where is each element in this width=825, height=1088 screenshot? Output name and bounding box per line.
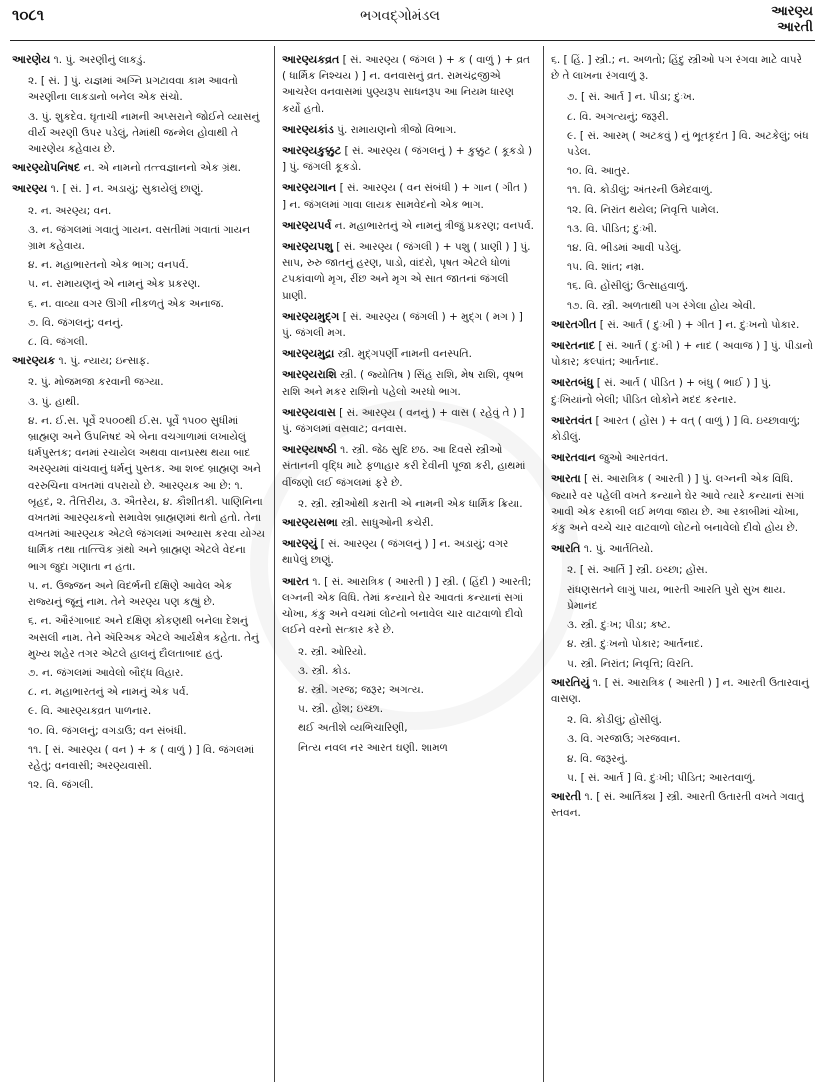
entry-sense [28,222,267,254]
dictionary-entry [282,52,534,117]
entry-headword: આરતવંત [551,413,593,427]
entry-headword: આરતબંધુ [551,376,594,390]
entry-text: ૨. ન. અરણ્ય; વન. [28,204,112,217]
entry-text: [ સં. આરણ્ય ( વનનું ) + વાસ ( રહેવું તે ) ] પું. જંગલમાં વસવાટ; વનવાસ. [282,406,525,436]
entry-text: [ સં. આરણ્ય ( જંગલ ) + ક ( વાળું ) + વ્રત ( ધાર્મિક નિશ્ચય ) ] ન. વનવાસનું વ્રત. રામચંદ્રજીએ આચરેલ વનવાસમાં પુણ્યરૂપ સાધનરૂપ આ નિયમ ધારણ કર્યો હતો. [282,54,531,115]
entry-sense [298,701,534,717]
entry-headword: આરતવાન [551,451,596,465]
entry-text: સ્ત્રી. મુદ્ગપર્ણી નામની વનસ્પતિ. [337,348,472,361]
dictionary-entry [282,309,534,341]
entry-text: [ સં. આરણ્ય ( જંગલનું ) + કુક્કુટ ( કૂકડો ) ] પું. જંગલી કૂકડો. [282,145,533,174]
entry-text: [ સં. આર્ત ( દુઃખી ) + ગીત ] ન. દુઃખનો પોકાર. [599,318,800,331]
dictionary-entry [551,317,813,333]
entry-text: ૬. ન. ઔરંગાબાદ અને દક્ષિણ કોંકણથી બનેલા દેશનું અસલી નામ. તેને ઍરિઅક એટલે આર્યક્ષેત્ર કહેતા. તેનું મુખ્ય શહેર તગર એટલે હાલનું દૌલતાબાદ હતું. [28,615,259,660]
dictionary-entry [551,52,813,84]
entry-text: ૮. વિ. અગત્યનું; જરૂરી. [567,110,669,123]
entry-text: ૧૦. વિ. જંગલનું; વગડાઉ; વન સંબંધી. [28,724,187,737]
entry-headword: આરતિયું [551,675,590,689]
entry-text: ન. એ નામનો તત્ત્વજ્ઞાનનો એક ગ્રંથ. [83,162,242,175]
entry-sense [28,613,267,662]
dictionary-entry [12,181,267,197]
entry-text: ૪. સ્ત્રી. દુઃખનો પોકાર; આર્તનાદ. [567,638,704,651]
entry-sense [567,278,813,294]
entry-sense [28,413,267,575]
entry-text: પું. રામાયણનો ત્રીજો વિભાગ. [337,123,457,136]
entry-sense [28,296,267,312]
entry-sense [298,663,534,679]
entry-text: [ સં. આરણ્ય ( જંગલી ) + મુદ્ગ ( મગ ) ] પું. જંગલી મગ. [282,310,523,340]
page-title: ભગવદ્ગોમંડલ [360,8,440,24]
entry-sense [28,703,267,719]
dictionary-entry [282,574,534,639]
entry-text: [ સં. આર્ત ( પીડિત ) + બંધુ ( ભાઈ ) ] પું. દુઃખિયાંનો બેલી; પીડિત લોકોને મદદ કરનાર. [551,377,772,406]
entry-sense [567,89,813,105]
entry-headword: આરત [282,574,309,588]
entry-sense [28,203,267,219]
entry-sense [28,276,267,292]
entry-text: ૩. પું. હાથી. [28,395,80,408]
entry-sense [567,128,813,160]
entry-text: ૪. ન. ઈ.સ. પૂર્વે ૨૫૦૦થી ઈ.સ. પૂર્વે ૧૫૦૦ સુધીમાં બ્રાહ્મણ અને ઉપનિષદ એ બેના વચગાળામાં લખાયેલું ધર્મપુસ્તક; વનમાં રચાયેલ અથવા વાનપ્રસ્થ થયા બાદ અરણ્યમાં વાંચવાનું ધર્મનું પુસ્તક. આ શબ્દ બ્રાહ્મણ અને વરરુચિના વખતમાં વપરાયો છે. આરણ્યક આ છે: ૧. બૃહદ, ૨. તૈત્તિરીય, ૩. ઐતરેય, ૪. કૌશીતકી. પાણિનિના વખતમાં આરણ્યકનો સમાવેશ બ્રાહ્મણમાં થતો હતો. તેના વખતમાં આરણ્યક એટલે જંગલમાં અભ્યાસ કરવા યોગ્ય ધાર્મિક તથા તાત્ત્વિક ગ્રંથો અને બ્રાહ્મણ એટલે વેદના ભાગ જુદા ગણાતા ન હતા. [28,414,266,573]
entry-sense [567,202,813,218]
entry-headword: આરણ્યું [282,537,318,551]
dictionary-entry [282,536,534,568]
entry-text: ૩. સ્ત્રી. કોડ. [298,664,351,677]
entry-sense [298,682,534,698]
entry-text: [ સં. આરણ્ય ( વન સંબંધી ) + ગાન ( ગીત ) ] ન. જંગલમાં ગાવા લાયક સામવેદનો એક ભાગ. [282,182,528,211]
entry-text: ૧૪. વિ. ભીડમાં આવી પડેલું. [567,242,682,255]
header-rule [10,40,815,41]
entry-sense [28,315,267,331]
entry-sense [28,723,267,739]
entry-sense [28,742,267,774]
column-2 [282,52,534,1082]
entry-headword: આરણ્યકુક્કુટ [282,144,342,158]
entry-text: ૧૬. વિ. હોંસીલું; ઉત્સાહવાળું. [567,280,689,293]
entry-sense [567,109,813,125]
entry-text: ૧. પું. આર્તતિયો. [583,543,654,556]
entry-headword: આરણ્યક [12,354,56,368]
entry-text: ૩. ન. જંગલમાં ગવાતું ગાયન. વસતીમાં ગવાતાં ગાયન ગ્રામ કહેવાય. [28,223,251,253]
entry-text: ન. મહાભારતનું એ નામનું ત્રીજું પ્રકરણ; વનપર્વ. [334,219,534,232]
entry-text: ૧. [ સં. ] ન. અડાયું; સુકાયેલું છાણું. [50,183,204,196]
entry-text: ૧. [ સં. આરાત્રિક ( આરતી ) ] સ્ત્રી. ( હિંદી ) આરતી; લગ્નની એક વિધિ. તેમાં કન્યાને ઘેર આવતાં કન્યાનાં સગાં ચોખા, કંકુ અને વચમાં લોટનો બનાવેલ ચાર વાટવાળો દીવો લઈને વરનો સત્કાર કરે છે. [282,575,532,637]
entry-text: ૫. ન. રામાયણનું એ નામનું એક પ્રકરણ. [28,278,201,291]
entry-sense [28,578,267,610]
entry-text: સ્ત્રી. સાધુઓની કચેરી. [341,517,434,530]
entry-text: ૧૨. વિ. નિરાંત થયેલ; નિવૃત્તિ પામેલ. [567,203,720,216]
entry-text: ૧૭. વિ. સ્ત્રી. અળતાથી પગ રંગેલા હોય એવી. [567,299,756,312]
entry-headword: આરણ્યપશુ [282,240,333,254]
column-divider [274,46,275,1082]
entry-sense [567,562,813,578]
entry-sense [28,257,267,273]
entry-headword: આરણ્યોપનિષદ [12,161,81,175]
entry-sense [567,259,813,275]
entry-sense [567,731,813,747]
dictionary-entry [12,353,267,369]
entry-text: ૧. સ્ત્રી. જેઠ સુદિ છઠ. આ દિવસે સ્ત્રીઓ સંતાનની વૃદ્ધિ માટે ફળાહાર કરી દેવીની પૂજા કરી, હાથમાં વીંજણો લઈ જંગલમાં ફરે છે. [282,444,526,489]
dictionary-entry [551,450,813,466]
entry-text: ૨. સ્ત્રી. સ્ત્રીઓથી કરાતી એ નામની એક ધાર્મિક ક્રિયા. [298,497,523,510]
entry-headword: આરતગીત [551,317,597,331]
entry-sense [298,720,534,736]
guide-words [771,4,813,36]
entry-headword: આરણેય [12,53,51,66]
entry-sense [28,374,267,390]
entry-sense [298,496,534,512]
entry-text: ૭. [ સં. આર્ત ] ન. પીડા; દુઃખ. [567,91,696,104]
entry-text: ૧૧. [ સં. આરણ્ય ( વન ) + ક ( વાળું ) ] વિ. જંગલમાં રહેતું; વનવાસી; અરણ્યવાસી. [28,743,255,772]
entry-text: ૨. સ્ત્રી. ઓરિયો. [298,645,367,658]
entry-text: ૨. [ સં. ] પું. યજ્ઞમાં અગ્નિ પ્રગટાવવા કામ આવતો અરણીના લાકડાનો બનેલ એક સંચો. [28,75,238,104]
entry-sense [28,334,267,350]
entry-text: નિત્ય નવલ નર આરત ઘણી. શામળ [298,741,448,754]
entry-sense [567,617,813,633]
entry-text: ૨. [ સં. આર્તિ ] સ્ત્રી. ઇચ્છા; હોંસ. [567,564,708,577]
entry-sense [567,656,813,672]
entry-headword: આરણ્યકાંડ [282,122,334,136]
dictionary-entry [12,160,267,176]
entry-sense [567,636,813,652]
entry-text: ૯. વિ. આરણ્યકવ્રત પાળનાર. [28,705,152,718]
entry-sense [567,163,813,179]
entry-sense [567,240,813,256]
entry-sense [567,298,813,314]
guide-word-first: આરણ્ય [771,4,813,19]
entry-text: ૫. [ સં. આર્ત ] વિ. દુઃખી; પીડિત; આરતવાળું. [567,771,756,784]
entry-headword: આરણ્યષષ્ઠી [282,443,337,457]
entry-headword: આરણ્ય [12,182,48,196]
column-3 [551,52,813,1082]
entry-sense [28,394,267,410]
entry-headword: આરતિ [551,542,581,556]
entry-headword: આરતા [551,472,581,486]
entry-sense [567,221,813,237]
entry-headword: આરણ્યરાશિ [282,368,337,382]
entry-headword: આરણ્યવાસ [282,405,336,419]
dictionary-entry [551,471,813,536]
entry-sense [567,751,813,767]
entry-text: ૫. ન. ઉજ્જન અને વિદર્ભની દક્ષિણે આવેલ એક રાજ્યનું જૂનું નામ. તેને અરણ્ય પણ કહ્યું છે. [28,579,233,609]
entry-headword: આરતી [551,789,582,803]
entry-sense [298,740,534,756]
entry-headword: આરણ્યમુદ્ગ [282,309,340,323]
dictionary-entry [282,239,534,304]
entry-sense [28,777,267,793]
entry-text: ૭. વિ. જંગલનું; વનનું. [28,316,124,329]
dictionary-entry [282,442,534,491]
page-number: ૧૦૮૧ [12,6,44,24]
entry-text: ૧. [ સં. આર્તિક્ય ] સ્ત્રી. આરતી ઉતારતી વખતે ગવાતું સ્તવન. [551,790,804,820]
entry-text: [ સં. આરણ્ય ( જંગલી ) + પશુ ( પ્રાણી ) ] પું. સાપ, રુરુ જાતનું હરણ, પાડો, વાંદરો, પૃષત એટલે ધોળાં ટપકાંવાળો મૃગ, રીંછ અને મૃગ એ સાત જાતનાં જંગલી પ્રાણી. [282,241,531,302]
entry-sense [567,712,813,728]
entry-text: [ સં. આરણ્ય ( જંગલનું ) ] ન. અડાયું; વગર થાપેલું છાણું. [282,538,509,567]
dictionary-entry [551,338,813,370]
dictionary-entry [282,346,534,362]
entry-text: થઈ અતીશે વ્યભિચારિણી, [298,722,408,735]
entry-text: [ આરત ( હોંસ ) + વત્ ( વાળું ) ] વિ. ઇચ્છાવાળું; કોડીલું. [551,414,801,444]
entry-text: ૧૦. વિ. આતુર. [567,165,630,178]
entry-text: ૧૩. વિ. પીડિત; દુઃખી. [567,222,658,235]
entry-text: ૫. સ્ત્રી. હોંશ; ઇચ્છા. [298,703,384,716]
dictionary-entry [551,675,813,707]
dictionary-entry [551,413,813,445]
entry-sense [28,665,267,681]
entry-text: ૭. ન. જંગલમાં આવેલો બૌદ્ધ વિહાર. [28,666,184,679]
dictionary-entry [282,218,534,234]
entry-text: ૧. પું. ન્યાય; ઇન્સાફ. [58,355,150,368]
column-divider [543,46,544,1082]
entry-text: ૧. [ સં. આરાત્રિક ( આરતી ) ] ન. આરતી ઉતારવાનું વાસણ. [551,676,809,705]
dictionary-entry [551,789,813,821]
entry-sense [28,73,267,105]
entry-headword: આરણ્યગાન [282,181,337,195]
entry-text: ૪. સ્ત્રી. ગરજ; જરૂર; અગત્ય. [298,683,424,696]
dictionary-entry [282,143,534,175]
entry-text: ૮. ન. મહાભારતનું એ નામનું એક પર્વ. [28,686,189,699]
entry-sense [298,644,534,660]
entry-text: સ્ત્રી. ( જ્યોતિષ ) સિંહ રાશિ, મેષ રાશિ, વૃષભ રાશિ અને મકર રાશિનો પહેલો અરધો ભાગ. [282,369,524,398]
entry-text: ૧૧. વિ. કોડીલું; અંતરની ઉમેદવાળું. [567,184,713,197]
entry-sense [567,770,813,786]
entry-text: ૨. પું. મોજમજા કરવાની જગ્યા. [28,376,164,389]
dictionary-entry [282,180,534,212]
dictionary-entry [282,405,534,437]
entry-text: ૩. વિ. ગરજાઉ; ગરજવાન. [567,733,681,746]
entry-sense [567,182,813,198]
dictionary-entry [12,52,267,68]
column-1 [12,52,267,1082]
entry-text: ૧. પું. અરણીનું લાકડું. [53,54,146,66]
entry-text: [ સં. આર્ત ( દુઃખી ) + નાદ ( અવાજ ) ] પું. પીડાનો પોકાર; કલ્પાંત; આર્તનાદ. [551,340,813,369]
entry-headword: આરતનાદ [551,339,596,353]
entry-text: ૫. સ્ત્રી. નિરાંત; નિવૃત્તિ; વિરતિ. [567,657,694,670]
entry-text: જુઓ આરતવંત. [599,452,669,465]
dictionary-entry [551,375,813,407]
dictionary-entry [282,367,534,399]
entry-text: ૧૨. વિ. જંગલી. [28,779,94,792]
entry-text: ૮. વિ. જંગલી. [28,336,88,349]
entry-text: ૪. ન. મહાભારતનો એક ભાગ; વનપર્વ. [28,259,189,272]
entry-text: ૬. ન. વાવ્યા વગર ઊગી નીકળતું એક અનાજ. [28,297,224,310]
entry-sense [28,109,267,158]
entry-headword: આરણ્યમુદ્રા [282,347,335,361]
dictionary-entry [551,541,813,557]
entry-text: ૯. [ સં. આરમ્ ( અટકવું ) નું ભૂતકૃદંત ] વિ. અટકેલું; બંધ પડેલ. [567,129,809,159]
entry-headword: આરણ્યસભા [282,516,338,530]
dictionary-entry [282,122,534,138]
entry-text: ૩. સ્ત્રી. દુઃખ; પીડા; કષ્ટ. [567,619,671,632]
entry-headword: આરણ્યકવ્રત [282,53,340,66]
entry-text: [ સં. આરાત્રિક ( આરતી ) ] પું. લગ્નની એક વિધિ. જ્યારે વર પહેલી વખતે કન્યાને ઘેર આવે ત્યારે કન્યાનાં સગાં આવી એક રકાબી લઈ મળવા જાય છે. આ રકાબીમાં ચોખા, કંકુ અને વચ્ચે ચાર વાટવાળો લોટનો બનાવેલો દીવો હોય છે. [551,473,805,535]
entry-text: ૧૫. વિ. શાંત; નમ્ર. [567,261,645,274]
entry-headword: આરણ્યપર્વ [282,218,332,232]
guide-word-last: આરતી [777,20,813,35]
entry-text: રાંધણસતને લાગું પાય, ભારતી આરતિ પુરો સુખ થાય. પ્રેમાનંદ [567,583,786,612]
dictionary-entry [282,515,534,531]
entry-sense [28,684,267,700]
entry-sense [567,582,813,614]
entry-text: ૬. [ હિં. ] સ્ત્રી.; ન. અળતો; હિંદુ સ્ત્રીઓ પગ રંગવા માટે વાપરે છે તે લાખના રંગવાળું રૂ. [551,54,802,83]
entry-text: ૨. વિ. કોડીલું; હોંસીલું. [567,714,662,727]
entry-text: ૪. વિ. જરૂરનું. [567,752,628,765]
entry-text: ૩. પું. શુકદેવ. ઘૃતાચી નામની અપ્સરાને જોઈને વ્યાસનું વીર્ય અરણી ઉપર પડેલું, તેમાંથી જન્મેલ હોવાથી તે આરણેય કહેવાય છે. [28,110,260,156]
